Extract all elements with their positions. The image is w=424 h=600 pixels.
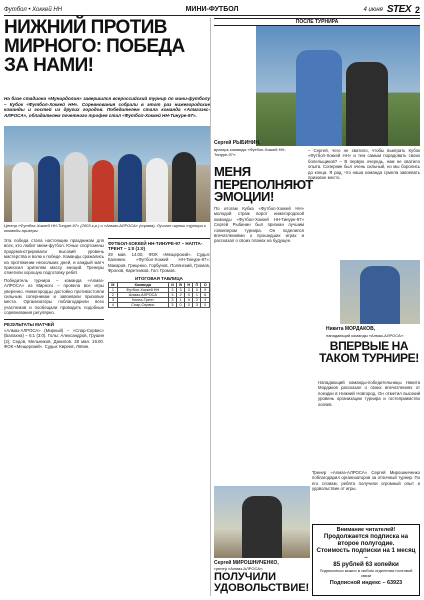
subscription-heading: Внимание читателей! — [336, 527, 396, 533]
article-body-2: Победитель турнира – команда «Алмаз-АЛРОСА» из Мирного – провела все игры уверенно. Нижегородцы достойно противостояли сильным соперникам и завоевали призовые места. Организаторы поблагодарили всех участников и пообещали проводить подобные соревнования регулярно. — [4, 277, 104, 316]
table-row: 3 Напта-Трент 3 1 0 2 3 — [109, 297, 210, 302]
quote-headline-2: ВПЕРВЫЕ НА ТАКОМ ТУРНИРЕ! — [319, 339, 419, 365]
group-block — [108, 238, 210, 274]
main-headline: НИЖНИЙ ПРОТИВ МИРНОГО: ПОБЕДА ЗА НАМИ! — [4, 17, 185, 76]
subscription-price: 85 рублей 63 копейки — [333, 561, 399, 568]
subscription-note: Подписаться можно в любом отделении почтовой связи — [319, 568, 413, 578]
group-heading: ФУТБОЛ-ХОККЕЙ НН-ТИНУРЕ-97 – НАПТА-ТРЕНТ – 1:0 (1:0) — [108, 241, 203, 251]
interview-text-3: Тренер «Алмаз-АЛРОСА» Сергей Мирошниченко поблагодарил организаторов за отличный турнир. По его словам, ребята получили огромный опыт и удовольствие от игры. — [312, 470, 420, 492]
interview-text-2: Нападающий команды-победительницы Никита Мордаков рассказал о своих впечатлениях от поездки в Нижний Новгород. Он отметил высокий уровень организации турнира и гостеприимство хозяев. — [318, 380, 420, 407]
interview-column-3: – Сергей, чего не хватило, чтобы выиграть Кубок «Футбол-Хоккей НН» и тем самым порадовать своих болельщиков? – В первую очередь, нам не хватило опыта. Соперник был очень сильный, но мы боролись до конца. Я рад, что наша команда сумела завоевать призовое место. — [308, 148, 420, 181]
player-photo-2 — [340, 260, 420, 324]
interviewee-name-2: Никита МОРДАКОВ, — [326, 326, 376, 332]
interviewee-role-1: вратарь команды «Футбол-Хоккей НН-Тинуре-97»: — [214, 147, 286, 157]
header-rubric: МИНИ-ФУТБОЛ — [185, 6, 239, 13]
group-text: 29 мая. 14.00. ФОК «Мещерский». Судья: Калинин. «Футбол-Хоккей НН-Тинуре-97»: Макаров, Гриценко, Горбунов, Полянский, Громов, Фролов, Каретников. Гол: Громов. — [108, 252, 210, 274]
quote-headline-3: ПОЛУЧИЛИ УДОВОЛЬСТВИЕ! — [214, 571, 310, 594]
quote-headline-1: МЕНЯ ПЕРЕПОЛНЯЮТ ЭМОЦИИ! — [214, 164, 313, 204]
table-row: 4 Спар-Сервис 3 0 0 3 0 — [109, 302, 210, 307]
table-header-row: М Команда И В Н П О — [109, 282, 210, 287]
interviewee-name-3: Сергей МИРОШНИЧЕНКО, — [214, 560, 279, 566]
subscription-line-2: Стоимость подписки на 1 месяц – — [316, 547, 416, 561]
section-heading: ПОСЛЕ ТУРНИРА — [214, 18, 420, 26]
subscription-line-1: Продолжается подписка на второе полугодие. — [323, 533, 409, 547]
header-date: 4 июня — [363, 6, 383, 13]
team-photo — [4, 126, 210, 222]
results-block — [4, 319, 104, 350]
photo-caption: Центр «Футбол-Хоккей НН-Тинуре-97» (2003 г.р.) и «Алмаз-АЛРОСА» (справа). Лучшие игроки турнира и команды-призеры. — [4, 223, 207, 233]
results-heading: РЕЗУЛЬТАТЫ МАТЧЕЙ — [4, 321, 55, 327]
results-text: «Алмаз-АЛРОСА» (Мирный) – «Спар-Сервис» (Балахна) – 6:1 (3:0). Голы: Александров, Грушин (2), Седов, Мельников, Данилов. 28 мая. 19.00. ФОК «Мещерский». Судьи: Киреев, Ляпин. — [4, 327, 104, 349]
standings-title: ИТОГОВАЯ ТАБЛИЦА — [135, 275, 183, 281]
interviewee-role-3: тренер «Алмаз-АЛРОСА»: — [214, 566, 264, 571]
player-photo-1 — [256, 26, 420, 146]
interviewee-name-1: Сергей РЫБИНИН, — [214, 140, 261, 146]
interviewee-role-2: нападающий команды «Алмаз-АЛРОСА»: — [326, 333, 404, 338]
lead-paragraph: На базе стадиона «Мунирдолин» завершился всероссийский турнир по мини-футболу – Кубок «Футбол-Хоккей НН». Соревнования собрали в этот раз нижегородские команды и гостей из других городов. Победителем стала команда «Алмазэкс-АЛРОСА», обладателем почетного трофея стал «Футбол-Хоккей НН-Тинуре-97». — [4, 96, 210, 118]
column-divider — [210, 18, 211, 596]
subscription-box — [312, 524, 420, 596]
stex-logo: STEX — [386, 4, 411, 15]
table-row: 1 Футбол-Хоккей НН 3 3 0 0 9 — [109, 287, 210, 292]
standings-table — [108, 282, 210, 308]
article-column-2 — [108, 238, 210, 308]
page-header — [4, 4, 420, 16]
header-section: Футбол • Хоккей НН — [4, 6, 63, 13]
coach-photo — [214, 486, 310, 558]
interview-text-1: По итогам Кубка «Футбол-Хоккей НН» молодой страж ворот нижегородской команды «Футбол-Хоккей НН-Тинуре-97» Сергей Рыбинин был признан лучшим голкипером турнира. Он поделился впечатлениями о прошедших играх и рассказал о своих планах на будущее. — [214, 206, 304, 244]
article-body-1: Эта победа стала настоящим праздником для всех, кто любит мини-футбол. Юные спортсмены продемонстрировали высокий уровень мастерства и волю к победе. Команды сражались на протяжении нескольких дней, и каждый матч приносил зрителям массу эмоций. Тренеры отметили хорошую подготовку ребят. — [4, 238, 104, 276]
subscription-index: Подписной индекс – 63923 — [329, 580, 403, 586]
article-column-1 — [4, 238, 104, 349]
page-number: 2 — [415, 4, 421, 15]
table-row: 2 Алмаз-АЛРОСА 3 2 0 1 6 — [109, 292, 210, 297]
